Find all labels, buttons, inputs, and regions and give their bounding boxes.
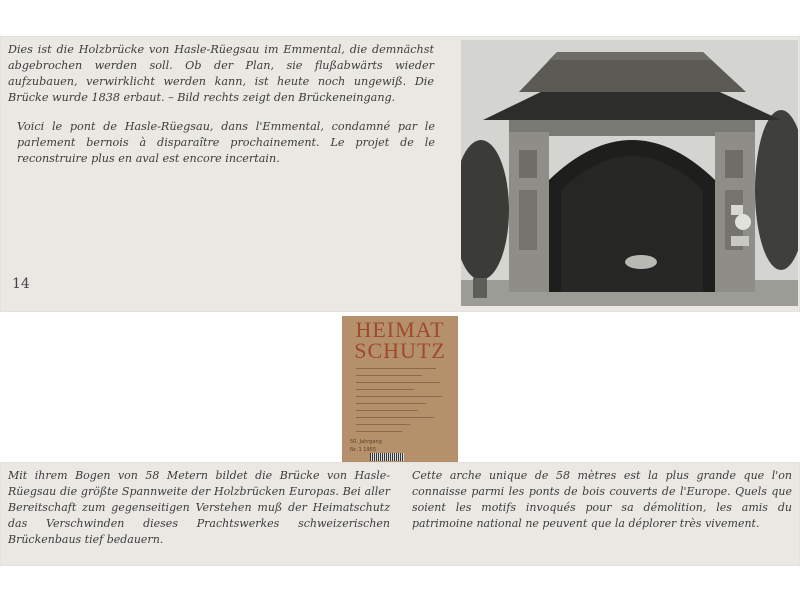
german-caption-bottom: Mit ihrem Bogen von 58 Metern bildet die Brücke von Hasle-Rüegsau die größte Spannweite der Holzbrücken Europas. Bei aller Bereitschaft zum gegenseitigen Verstehen muß der Heimatschutz das Verschwinden dieses Prachtswerkes schweizerischen Brückenbaus tief bedauern. <box>8 469 390 546</box>
cover-title-line1: HEIMAT <box>355 317 445 342</box>
french-caption-bottom: Cette arche unique de 58 mètres est la plus grande que l'on connaisse parmi les ponts de bois couverts de l'Europe. Quels que soient les motifs invoqués pour sa démolition, les amis du patrimoine national ne peuvent que la déplorer très vivement. <box>412 469 792 530</box>
french-caption-top: Voici le pont de Hasle-Rüegsau, dans l'Emmental, condamné par le parlement bernois à disparaître prochainement. Le projet de le reconstruire plus en aval est encore incertain. <box>17 120 435 165</box>
heimatschutz-magazine-cover <box>342 316 458 462</box>
cover-volume: 50. Jahrgang <box>350 439 382 445</box>
page-number: 14 <box>12 276 30 292</box>
cover-issue: Nr. 1 1955 <box>350 447 377 453</box>
cover-barcode-sticker <box>370 453 404 461</box>
cover-title-line2: SCHUTZ <box>354 338 446 363</box>
cover-contents-list <box>356 368 444 438</box>
bridge-entrance-photo <box>461 40 798 306</box>
german-caption-top: Dies ist die Holzbrücke von Hasle-Rüegsau im Emmental, die demnächst abgebrochen werden soll. Ob der Plan, sie flußabwärts wieder aufzubauen, verwirklicht werden kann, ist heute noch ungewiß. Die Brücke wurde 1838 erbaut. – Bild rechts zeigt den Brückeneingang. <box>8 43 434 104</box>
